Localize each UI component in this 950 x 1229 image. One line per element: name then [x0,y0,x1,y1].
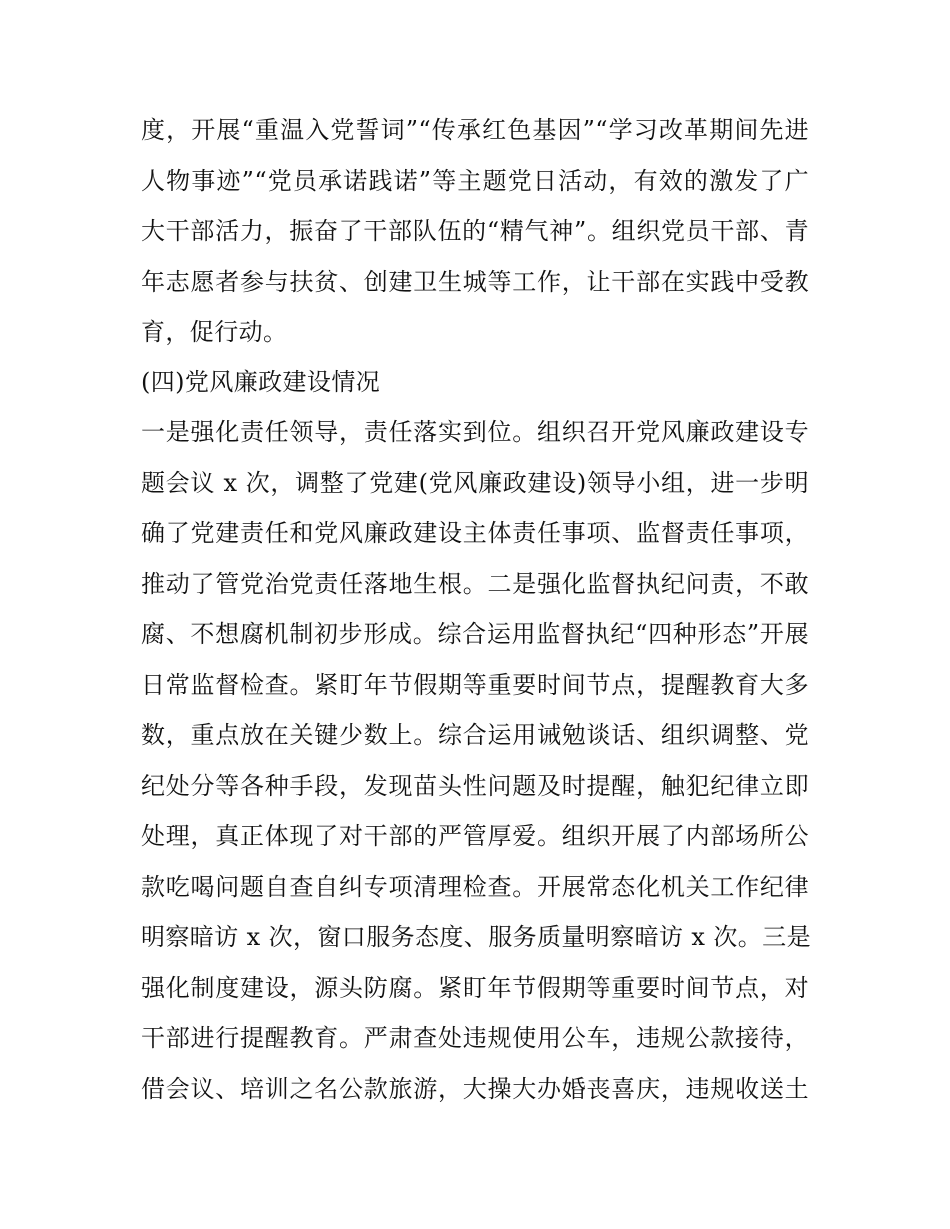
text-line: 明察暗访 x 次，窗口服务态度、服务质量明察暗访 x 次。三是 [141,923,811,951]
text-line: 一是强化责任领导，责任落实到位。组织召开党风廉政建设专 [141,418,809,446]
text-line: 日常监督检查。紧盯年节假期等重要时间节点，提醒教育大多 [141,671,809,699]
text-line: 数，重点放在关键少数上。综合运用诫勉谈话、组织调整、党 [141,721,809,749]
text-line: 育，促行动。 [141,318,288,346]
text-line: 题会议 x 次，调整了党建(党风廉政建设)领导小组，进一步明 [141,469,809,497]
text-line: 推动了管党治党责任落地生根。二是强化监督执纪问责，不敢 [141,570,809,598]
text-line: 年志愿者参与扶贫、创建卫生城等工作，让干部在实践中受教 [141,268,809,296]
text-line: 款吃喝问题自查自纠专项清理检查。开展常态化机关工作纪律 [141,873,809,901]
text-line: 强化制度建设，源头防腐。紧盯年节假期等重要时间节点，对 [141,974,809,1002]
text-line: 人物事迹”“党员承诺践诺”等主题党日活动，有效的激发了广 [141,167,809,195]
text-line: 确了党建责任和党风廉政建设主体责任事项、监督责任事项， [141,519,809,547]
text-line: 腐、不想腐机制初步形成。综合运用监督执纪“四种形态”开展 [141,620,809,648]
text-line: 度，开展“重温入党誓词”“传承红色基因”“学习改革期间先进 [141,116,809,144]
text-line: 干部进行提醒教育。严肃查处违规使用公车，违规公款接待， [141,1024,809,1052]
text-line: 借会议、培训之名公款旅游，大操大办婚丧喜庆，违规收送土 [141,1075,809,1103]
text-line: 纪处分等各种手段，发现苗头性问题及时提醒，触犯纪律立即 [141,772,809,800]
text-line: 处理，真正体现了对干部的严管厚爱。组织开展了内部场所公 [141,822,809,850]
text-line: 大干部活力，振奋了干部队伍的“精气神”。组织党员干部、青 [141,217,809,245]
section-heading: (四)党风廉政建设情况 [141,368,381,396]
